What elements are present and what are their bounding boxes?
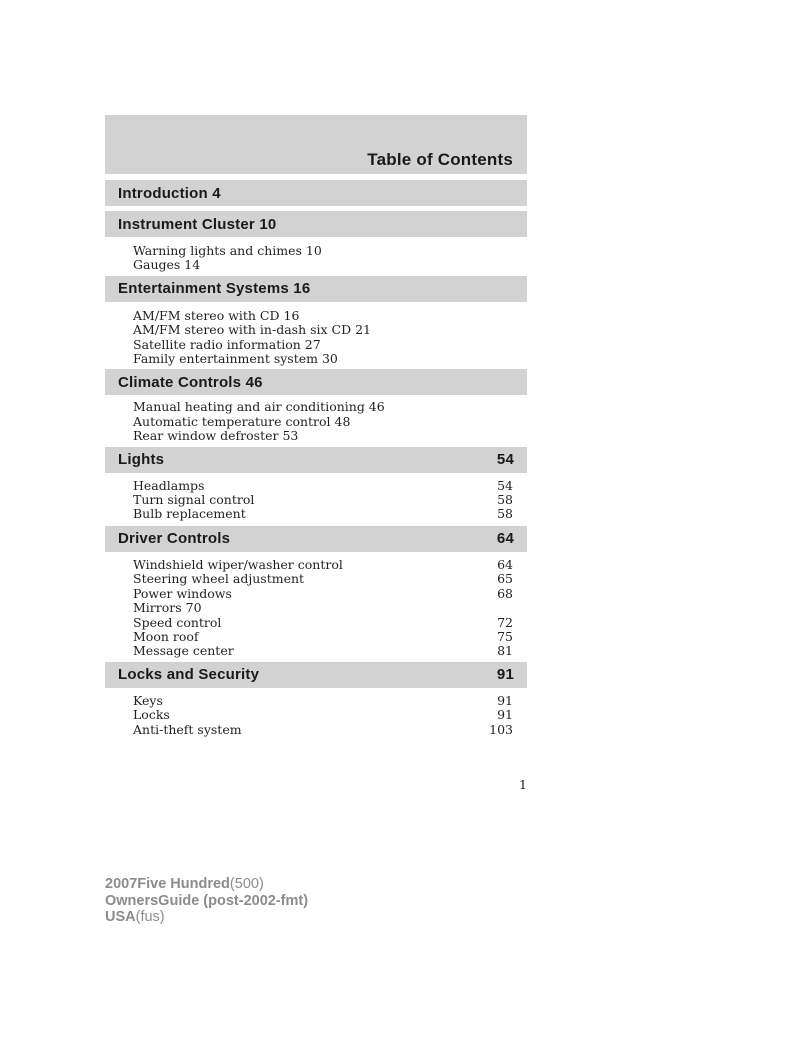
section-bar-lights bbox=[105, 447, 527, 473]
item-page-number: 64 bbox=[497, 556, 513, 572]
item-label: Locks bbox=[133, 707, 170, 723]
item-page-number: 54 bbox=[497, 477, 513, 493]
item-label: Moon roof bbox=[133, 628, 199, 644]
toc-item bbox=[133, 572, 513, 586]
item-label: AM/FM stereo with CD 16 bbox=[133, 307, 300, 323]
toc-item bbox=[133, 244, 513, 258]
item-label: Warning lights and chimes 10 bbox=[133, 243, 322, 258]
item-label: Manual heating and air conditioning 46 bbox=[133, 399, 385, 415]
footer-line-market bbox=[105, 909, 308, 926]
item-label: Anti-theft system bbox=[133, 721, 242, 737]
item-label: Steering wheel adjustment bbox=[133, 571, 305, 587]
item-page-number: 91 bbox=[497, 707, 513, 723]
item-page-number: 91 bbox=[497, 692, 513, 708]
footer-market-bold: USA bbox=[105, 909, 136, 925]
footer-model-regular: (500) bbox=[229, 876, 264, 892]
section-items-entertainment-systems bbox=[105, 309, 527, 367]
item-label: Automatic temperature control 48 bbox=[133, 413, 351, 429]
toc-item bbox=[133, 644, 513, 658]
section-page-number: 54 bbox=[496, 451, 514, 469]
item-label: Windshield wiper/washer control bbox=[133, 556, 343, 572]
footer-line-guide bbox=[105, 893, 308, 910]
item-page-number: 58 bbox=[497, 492, 513, 508]
section-items-locks-and-security bbox=[105, 694, 527, 737]
section-bar-introduction bbox=[105, 180, 527, 206]
toc-item bbox=[133, 429, 513, 443]
section-items-climate-controls bbox=[105, 400, 527, 443]
item-page-number: 103 bbox=[489, 721, 513, 737]
section-bar-climate-controls bbox=[105, 369, 527, 395]
toc-item bbox=[133, 694, 513, 708]
section-bar-instrument-cluster bbox=[105, 211, 527, 237]
footer-market-regular: (fus) bbox=[135, 909, 165, 925]
item-label: Message center bbox=[133, 643, 234, 659]
footer-model-bold: 2007Five Hundred bbox=[105, 876, 230, 892]
toc-page-content bbox=[105, 115, 527, 737]
item-label: Bulb replacement bbox=[133, 506, 246, 522]
toc-item bbox=[133, 352, 513, 366]
toc-item bbox=[133, 479, 513, 493]
page-number: 1 bbox=[519, 777, 527, 792]
toc-item bbox=[133, 338, 513, 352]
toc-item bbox=[133, 723, 513, 737]
item-page-number: 81 bbox=[497, 643, 513, 659]
footer bbox=[105, 876, 308, 926]
section-items-instrument-cluster bbox=[105, 244, 527, 273]
toc-item bbox=[133, 630, 513, 644]
toc-item bbox=[133, 616, 513, 630]
item-label: Power windows bbox=[133, 585, 232, 601]
toc-item bbox=[133, 258, 513, 272]
section-items-lights bbox=[105, 479, 527, 522]
toc-item bbox=[133, 493, 513, 507]
toc-item bbox=[133, 587, 513, 601]
section-title: Entertainment Systems 16 bbox=[118, 280, 311, 298]
item-label: AM/FM stereo with in-dash six CD 21 bbox=[133, 322, 372, 338]
item-page-number: 75 bbox=[497, 628, 513, 644]
footer-line-model bbox=[105, 876, 308, 893]
item-label: Mirrors 70 bbox=[133, 600, 202, 616]
section-page-number: 64 bbox=[496, 530, 514, 548]
item-label: Headlamps bbox=[133, 477, 205, 493]
toc-item bbox=[133, 558, 513, 572]
item-label: Gauges 14 bbox=[133, 257, 201, 273]
section-bar-driver-controls bbox=[105, 526, 527, 552]
toc-item bbox=[133, 323, 513, 337]
item-label: Family entertainment system 30 bbox=[133, 351, 338, 367]
item-page-number: 72 bbox=[497, 614, 513, 630]
footer-guide-bold: OwnersGuide (post-2002-fmt) bbox=[105, 892, 309, 909]
section-bar-entertainment-systems bbox=[105, 276, 527, 302]
section-title: Climate Controls 46 bbox=[118, 373, 263, 391]
toc-item bbox=[133, 601, 513, 615]
section-items-driver-controls bbox=[105, 558, 527, 659]
item-label: Rear window defroster 53 bbox=[133, 428, 299, 444]
item-page-number: 58 bbox=[497, 506, 513, 522]
item-label: Turn signal control bbox=[133, 492, 255, 508]
item-label: Keys bbox=[133, 692, 163, 708]
section-title: Lights bbox=[118, 451, 165, 469]
toc-item bbox=[133, 400, 513, 414]
section-title: Driver Controls bbox=[118, 530, 231, 548]
page-title: Table of Contents bbox=[367, 150, 513, 169]
section-title: Instrument Cluster 10 bbox=[118, 215, 277, 233]
section-title: Introduction 4 bbox=[118, 184, 221, 202]
section-title: Locks and Security bbox=[118, 666, 260, 684]
item-label: Speed control bbox=[133, 614, 222, 630]
toc-header bbox=[105, 115, 527, 174]
toc-item bbox=[133, 309, 513, 323]
item-label: Satellite radio information 27 bbox=[133, 336, 321, 352]
section-page-number: 91 bbox=[496, 666, 514, 684]
toc-item bbox=[133, 708, 513, 722]
item-page-number: 65 bbox=[497, 571, 513, 587]
section-bar-locks-and-security bbox=[105, 662, 527, 688]
item-page-number: 68 bbox=[497, 585, 513, 601]
toc-item bbox=[133, 507, 513, 521]
toc-item bbox=[133, 415, 513, 429]
